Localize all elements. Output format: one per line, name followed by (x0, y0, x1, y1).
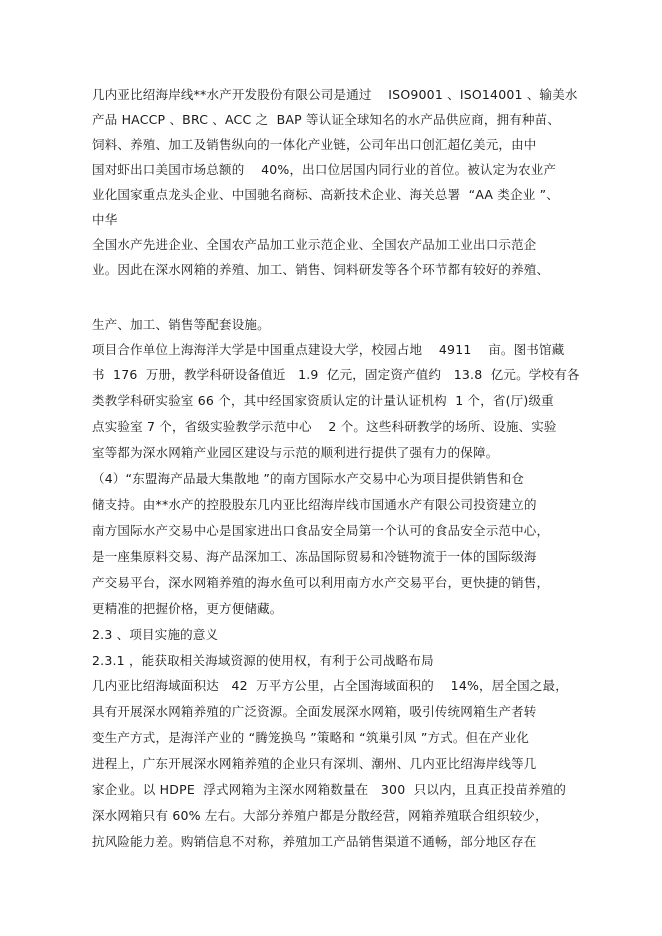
text-line: 进程上，广东开展深水网箱养殖的企业只有深圳、潮州、几内亚比绍海岸线等几 (92, 756, 537, 771)
text-line: 点实验室 7 个，省级实验教学示范中心 2 个。这些科研教学的场所、设施、实验 (92, 419, 557, 434)
text-line: 具有开展深水网箱养殖的广泛资源。全面发展深水网箱，吸引传统网箱生产者转 (92, 704, 537, 719)
text-line: 家企业。以 HDPE 浮式网箱为主深水网箱数量在 300 只以内，且真正投苗养殖的 (92, 782, 567, 797)
text-line: 是一座集原料交易、海产品深加工、冻品国际贸易和冷链物流于一体的国际级海 (92, 549, 537, 564)
text-line: 中华 (92, 212, 118, 227)
text-line: 业化国家重点龙头企业、中国驰名商标、高新技术企业、海关总署 “AA 类企业 ”、 (92, 187, 559, 202)
text-line: 国对虾出口美国市场总额的 40%，出口位居国内同行业的首位。被认定为农业产 (92, 162, 557, 177)
text-line: 变生产方式，是海洋产业的 “腾笼换鸟 ”策略和 “筑巢引凤 ”方式。但在产业化 (92, 730, 530, 745)
text-line: 书 176 万册，教学科研设备值近 1.9 亿元，固定资产值约 13.8 亿元。学校有各 (92, 367, 580, 382)
section-heading: 2.3 、项目实施的意义 (92, 627, 219, 642)
text-line: 全国水产先进企业、全国农产品加工业示范企业、全国农产品加工业出口示范企 (92, 237, 537, 252)
text-line: 储支持。由**水产的控股股东几内亚比绍海岸线市国通水产有限公司投资建立的 (92, 497, 537, 512)
text-line: 深水网箱只有 60% 左右。大部分养殖户都是分散经营，网箱养殖联合组织较少， (92, 808, 548, 823)
subsection-heading: 2.3.1 ，能获取相关海域资源的使用权，有利于公司战略布局 (92, 653, 434, 668)
text-line: 几内亚比绍海岸线**水产开发股份有限公司是通过 ISO9001 、ISO14001 、输美水 (92, 87, 578, 102)
text-line: 饲料、养殖、加工及销售纵向的一体化产业链，公司年出口创汇超亿美元，由中 (92, 137, 537, 152)
text-line: 抗风险能力差。购销信息不对称，养殖加工产品销售渠道不通畅，部分地区存在 (92, 834, 537, 849)
text-line: 业。因此在深水网箱的养殖、加工、销售、饲料研发等各个环节都有较好的养殖、 (92, 262, 550, 277)
text-line: 几内亚比绍海域面积达 42 万平方公里，占全国海域面积的 14%，居全国之最， (92, 678, 568, 693)
text-line: 生产、加工、销售等配套设施。 (92, 317, 270, 332)
text-line: 项目合作单位上海海洋大学是中国重点建设大学，校园占地 4911 亩。图书馆藏 (92, 342, 565, 357)
text-line: 室等都为深水网箱产业园区建设与示范的顺利进行提供了强有力的保障。 (92, 445, 499, 460)
text-line: 类教学科研实验室 66 个，其中经国家资质认定的计量认证机构 1 个，省(厅)级重 (92, 393, 554, 408)
text-line: 产品 HACCP 、BRC 、ACC 之 BAP 等认证全球知名的水产品供应商，拥有种苗、 (92, 112, 561, 127)
text-line: 产交易平台，深水网箱养殖的海水鱼可以利用南方水产交易平台，更快捷的销售， (92, 575, 550, 590)
text-line: （4）“东盟海产品最大集散地 ”的南方国际水产交易中心为项目提供销售和仓 (92, 471, 525, 486)
text-line: 更精准的把握价格，更方便储藏。 (92, 601, 283, 616)
text-line: 南方国际水产交易中心是国家进出口食品安全局第一个认可的食品安全示范中心， (92, 523, 550, 538)
